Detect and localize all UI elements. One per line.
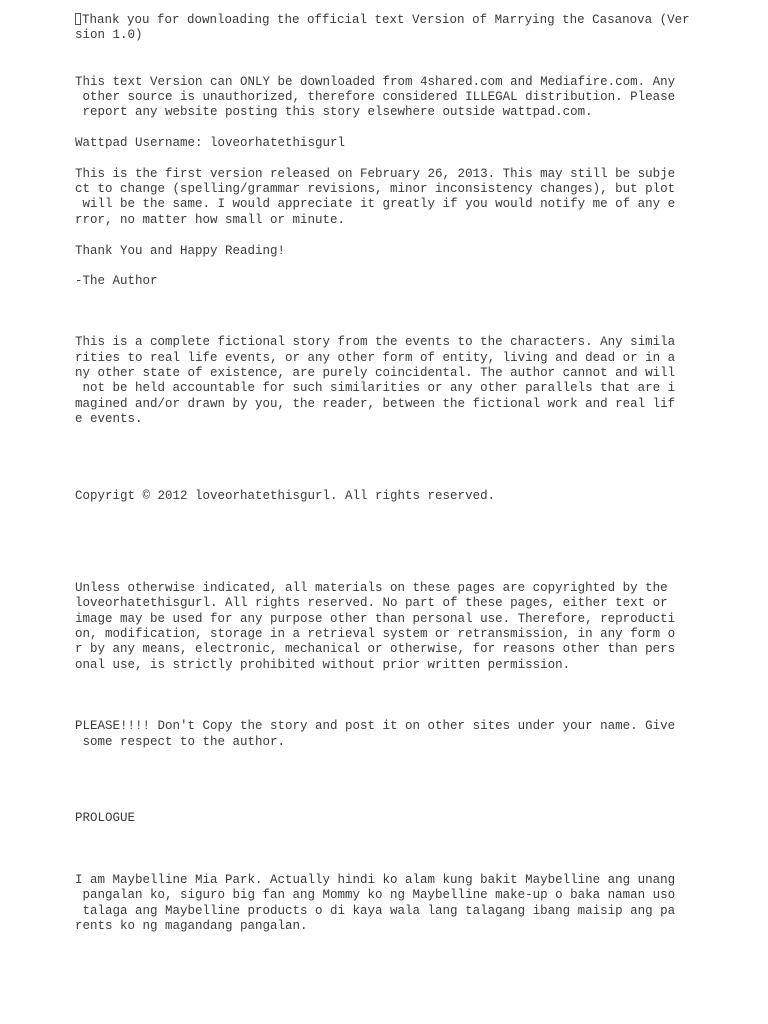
disclaimer-line-6: e events. <box>75 412 143 426</box>
rights-line-6: onal use, is strictly prohibited without prior written permission. <box>75 658 571 672</box>
prologue-line-4: rents ko ng magandang pangalan. <box>75 919 308 933</box>
rights-line-5: r by any means, electronic, mechanical or otherwise, for reasons other than pers <box>75 642 676 656</box>
distribution-line-2: other source is unauthorized, therefore considered ILLEGAL distribution. Please <box>75 90 676 104</box>
version-note-line-1: This is the first version released on February 26, 2013. This may still be subje <box>75 167 676 181</box>
rights-line-3: image may be used for any purpose other than personal use. Therefore, reproducti <box>75 612 676 626</box>
copyright-line: Copyrigt © 2012 loveorhatethisgurl. All rights reserved. <box>75 489 496 503</box>
version-note-line-2: ct to change (spelling/grammar revisions, minor inconsistency changes), but plot <box>75 182 676 196</box>
disclaimer-line-1: This is a complete fictional story from the events to the characters. Any simila <box>75 335 676 349</box>
username-line: Wattpad Username: loveorhatethisgurl <box>75 136 346 150</box>
distribution-line-1: This text Version can ONLY be downloaded from 4shared.com and Mediafire.com. Any <box>75 75 676 89</box>
disclaimer-line-3: ny other state of existence, are purely coincidental. The author cannot and will <box>75 366 676 380</box>
rights-line-4: on, modification, storage in a retrieval system or retransmission, in any form o <box>75 627 676 641</box>
plea-line-1: PLEASE!!!! Don't Copy the story and post it on other sites under your name. Give <box>75 719 676 733</box>
prologue-line-1: I am Maybelline Mia Park. Actually hindi ko alam kung bakit Maybelline ang unang <box>75 873 676 887</box>
version-note-line-4: rror, no matter how small or minute. <box>75 213 346 227</box>
distribution-line-3: report any website posting this story elsewhere outside wattpad.com. <box>75 105 593 119</box>
thanks-line: Thank You and Happy Reading! <box>75 244 286 258</box>
intro-line-1: Thank you for downloading the official text Version of Marrying the Casanova (Ver <box>75 13 690 28</box>
prologue-line-2: pangalan ko, siguro big fan ang Mommy ko ng Maybelline make-up o baka naman uso <box>75 888 676 902</box>
author-signature: -The Author <box>75 274 158 288</box>
prologue-line-3: talaga ang Maybelline products o di kaya wala lang talagang ibang maisip ang pa <box>75 904 676 918</box>
rights-line-2: loveorhatethisgurl. All rights reserved. No part of these pages, either text or <box>75 596 668 610</box>
disclaimer-line-2: rities to real life events, or any other form of entity, living and dead or in a <box>75 351 676 365</box>
disclaimer-line-5: magined and/or drawn by you, the reader, between the fictional work and real lif <box>75 397 676 411</box>
intro-line-2: sion 1.0) <box>75 28 143 42</box>
plea-line-2: some respect to the author. <box>75 735 286 749</box>
rights-line-1: Unless otherwise indicated, all materials on these pages are copyrighted by the <box>75 581 668 595</box>
version-note-line-3: will be the same. I would appreciate it greatly if you would notify me of any e <box>75 197 676 211</box>
prologue-heading: PROLOGUE <box>75 811 136 825</box>
disclaimer-line-4: not be held accountable for such similarities or any other parallels that are i <box>75 381 676 395</box>
missing-glyph-icon <box>75 13 81 25</box>
